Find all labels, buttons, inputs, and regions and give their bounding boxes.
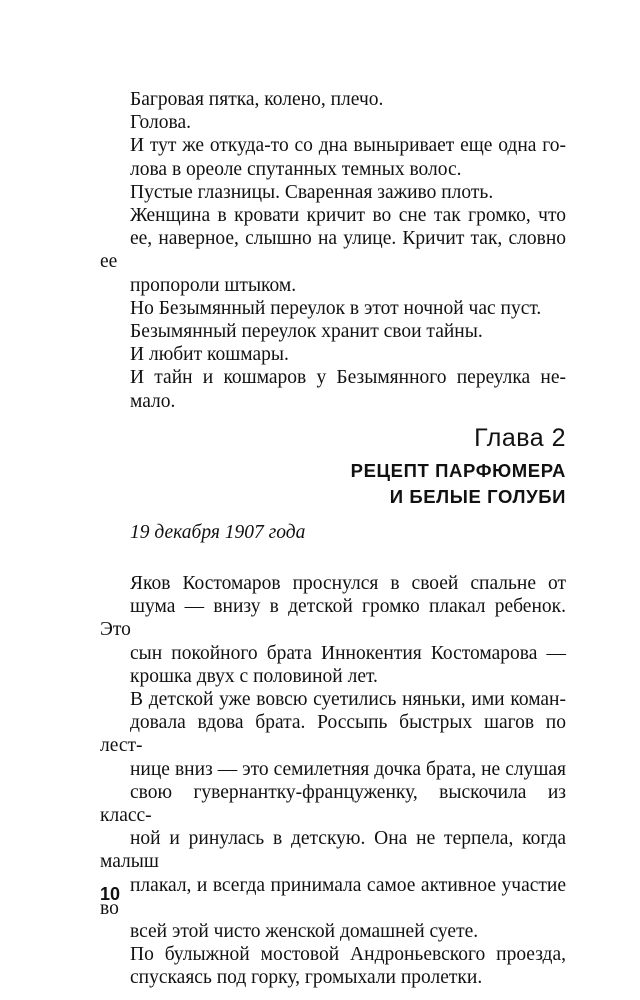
- page-number: 10: [100, 884, 121, 904]
- text-line: Голова.: [130, 112, 192, 134]
- paragraph: [100, 88, 566, 111]
- text-line: мало.: [130, 390, 176, 412]
- paragraph: [100, 343, 566, 366]
- text-line: шума — внизу в детской громко плакал ребенок. Это: [100, 596, 566, 641]
- date-heading: 19 декабря 1907 года: [130, 522, 306, 543]
- paragraph: [100, 297, 566, 320]
- text-line: плакал, и всегда принимала самое активное участие во: [100, 874, 566, 919]
- text-line: крошка двух с половиной лет.: [130, 665, 378, 687]
- text-line: спускаясь под горку, громыхали пролетки.: [130, 967, 483, 989]
- paragraph: [100, 943, 566, 989]
- text-line: Багровая пятка, колено, плечо.: [130, 89, 384, 110]
- text-line: ной и ринулась в детскую. Она не терпела, когда малыш: [100, 828, 566, 873]
- text-line: довала вдова брата. Россыпь быстрых шагов по лест-: [100, 712, 566, 757]
- text-line: Женщина в кровати кричит во сне так громко, что: [130, 205, 566, 227]
- chapter-title-line: РЕЦЕПТ ПАРФЮМЕРА: [350, 460, 566, 481]
- text-line: Пустые глазницы. Сваренная заживо плоть.: [130, 181, 494, 203]
- text-block-top: [100, 88, 566, 413]
- paragraph: [100, 320, 566, 343]
- paragraph: [100, 366, 566, 412]
- paragraph: [100, 111, 566, 134]
- chapter-title-line: И БЕЛЫЕ ГОЛУБИ: [389, 486, 566, 507]
- chapter-title: [351, 458, 566, 510]
- text-line: Яков Костомаров проснулся в своей спальне от: [130, 573, 566, 594]
- paragraph: [100, 181, 566, 204]
- text-line: лова в ореоле спутанных темных волос.: [130, 158, 462, 180]
- text-line: нице вниз — это семилетняя дочка брата, не слушая: [130, 758, 566, 780]
- text-line: По булыжной мостовой Андроньевского проезда,: [130, 944, 566, 966]
- text-line: Но Безымянный переулок в этот ночной час пуст.: [130, 297, 542, 319]
- text-line: И тайн и кошмаров у Безымянного переулка не-: [130, 367, 566, 389]
- text-line: пропороли штыком.: [130, 274, 297, 296]
- text-line: Безымянный переулок хранит свои тайны.: [130, 321, 483, 343]
- text-block-bottom: [100, 572, 566, 990]
- paragraph: [100, 572, 566, 688]
- paragraph: [100, 134, 566, 180]
- text-line: ее, наверное, слышно на улице. Кричит так, словно ее: [100, 228, 566, 273]
- paragraph: [100, 688, 566, 943]
- text-line: И любит кошмары.: [130, 344, 289, 366]
- text-line: свою гувернантку-француженку, выскочила из класс-: [100, 781, 566, 827]
- text-line: И тут же откуда-то со дна выныривает еще одна го-: [130, 135, 566, 157]
- paragraph: [100, 204, 566, 297]
- text-line: сын покойного брата Иннокентия Костомарова —: [130, 642, 566, 664]
- text-line: всей этой чисто женской домашней суете.: [130, 921, 479, 943]
- text-line: В детской уже вовсю суетились няньки, ими коман-: [130, 689, 566, 711]
- chapter-number: Глава 2: [474, 424, 566, 452]
